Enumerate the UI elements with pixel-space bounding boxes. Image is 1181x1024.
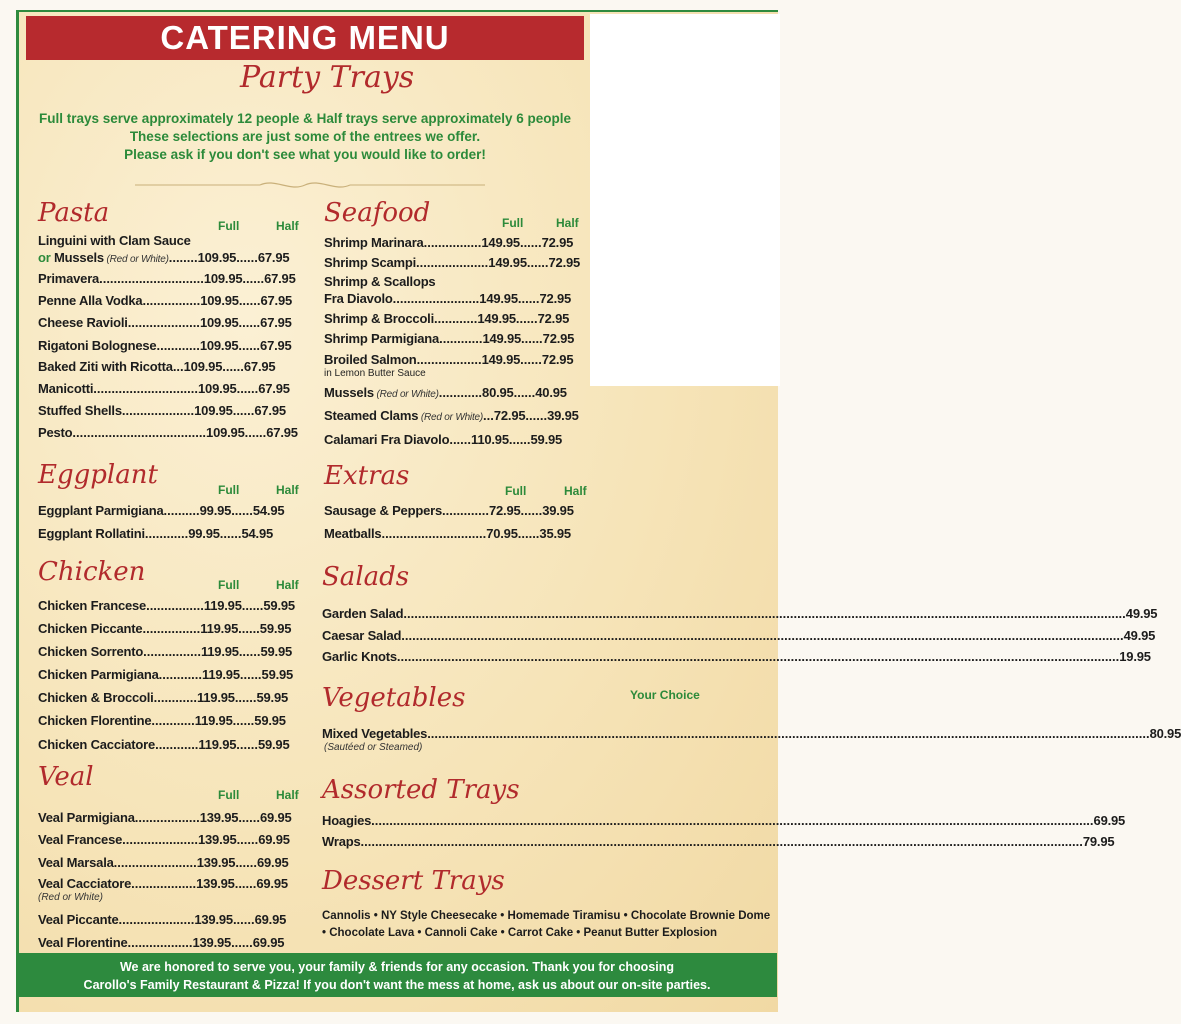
- leader-dots: ...: [172, 359, 184, 374]
- seafood-item: [324, 385, 586, 400]
- leader-dots: ..................: [131, 876, 197, 891]
- price-half: 72.95: [539, 291, 572, 306]
- item-name: Fra Diavolo: [324, 291, 393, 306]
- price-full: 109.95: [197, 250, 237, 265]
- eggplant-title: Eggplant: [38, 460, 158, 490]
- item-name: Mussels: [54, 250, 104, 265]
- veal-item: [38, 912, 306, 927]
- price-full: 119.95: [194, 713, 233, 728]
- leader-dots: ......: [219, 526, 242, 541]
- leader-dots: ......: [238, 810, 260, 825]
- leader-dots: ......: [234, 690, 257, 705]
- price-full: 109.95: [183, 359, 223, 374]
- item-name: Veal Parmigiana: [38, 810, 135, 825]
- item-name: Shrimp & Broccoli: [324, 311, 435, 326]
- leader-dots: ........................: [392, 291, 480, 306]
- leader-dots: ......: [232, 713, 255, 728]
- price-half: 69.95: [258, 832, 290, 847]
- price-half: 39.95: [547, 408, 579, 423]
- price-half: 72.95: [542, 331, 575, 346]
- price-full: 149.95: [488, 255, 527, 270]
- price-half: 40.95: [535, 385, 567, 400]
- leader-dots: ..................: [416, 352, 482, 367]
- leader-dots: ............: [153, 690, 197, 705]
- salads-item: [322, 649, 1151, 664]
- page-title: CATERING MENU: [26, 16, 584, 60]
- footer-line-1: We are honored to serve you, your family & friends for any occasion. Thank you for choosing: [119, 960, 675, 974]
- leader-dots: ..................: [134, 810, 200, 825]
- leader-dots: ......: [242, 271, 265, 286]
- leader-dots: ................: [142, 293, 201, 308]
- subtitle: Party Trays: [240, 60, 415, 95]
- item-name: Shrimp Marinara: [324, 235, 424, 250]
- dessert-list-line-1: Cannolis • NY Style Cheesecake • Homemade Tiramisu • Chocolate Brownie Dome: [322, 910, 771, 922]
- leader-dots: ......: [231, 503, 253, 518]
- price-half: 54.95: [252, 503, 285, 518]
- price-full: 139.95: [196, 855, 236, 870]
- item-prefix: or: [38, 250, 55, 265]
- assorted-title: Assorted Trays: [322, 775, 520, 805]
- leader-dots: ......: [508, 432, 531, 447]
- item-name: Stuffed Shells: [38, 403, 122, 418]
- veal-title: Veal: [38, 762, 94, 792]
- extras-item: [324, 526, 590, 541]
- item-name: Shrimp Parmigiana: [324, 331, 440, 346]
- seafood-title: Seafood: [324, 198, 431, 228]
- chicken-item: [38, 713, 306, 728]
- leader-dots: ..........: [163, 503, 200, 518]
- leader-dots: ................: [423, 235, 482, 250]
- veal-item: [38, 832, 306, 847]
- price-half: 69.95: [252, 935, 285, 950]
- price-half: 67.95: [260, 338, 292, 353]
- extras-full-header: Full: [505, 484, 527, 498]
- price-half: 72.95: [548, 255, 581, 270]
- leader-dots: ......: [241, 598, 264, 613]
- price-half: 72.95: [541, 235, 574, 250]
- blank-panel: [590, 14, 780, 386]
- price-half: 59.95: [263, 598, 295, 613]
- leader-dots: ........................................................................................................................................................................................................: [371, 813, 1094, 828]
- leader-dots: ........................................................................................................................................................................................................: [360, 834, 1083, 849]
- price-half: 67.95: [258, 381, 290, 396]
- leader-dots: ......: [519, 235, 542, 250]
- price-full: 109.95: [198, 381, 237, 396]
- leader-dots: .............: [442, 503, 489, 518]
- extras-title: Extras: [324, 461, 410, 491]
- seafood-half-header: Half: [556, 216, 579, 230]
- item-name: Veal Cacciatore: [38, 876, 132, 891]
- item-name: Linguini with Clam Sauce: [38, 233, 191, 248]
- price-half: 39.95: [542, 503, 574, 518]
- item-name: Wraps: [322, 834, 361, 849]
- leader-dots: ......: [515, 311, 538, 326]
- veal-item: [38, 935, 306, 950]
- vegetables-title: Vegetables: [322, 683, 466, 713]
- veal-item: [38, 855, 306, 870]
- leader-dots: ......: [526, 255, 549, 270]
- item-name: Garden Salad: [322, 606, 404, 621]
- pasta-full-header: Full: [218, 219, 240, 233]
- chicken-item: [38, 690, 306, 705]
- leader-dots: .............................: [99, 271, 204, 286]
- price-full: 139.95: [199, 810, 239, 825]
- price-half: 59.95: [256, 690, 289, 705]
- item-name: Eggplant Parmigiana: [38, 503, 164, 518]
- price-full: 139.95: [194, 912, 233, 927]
- item-name: Veal Piccante: [38, 912, 119, 927]
- leader-dots: .............................: [93, 381, 199, 396]
- price-full: 119.95: [196, 690, 235, 705]
- ornament-divider: [135, 180, 485, 190]
- leader-dots: ..................: [127, 935, 193, 950]
- price-full: 119.95: [200, 644, 239, 659]
- item-name: Veal Marsala: [38, 855, 114, 870]
- price-half: 69.95: [256, 855, 289, 870]
- item-name: Chicken Cacciatore: [38, 737, 156, 752]
- price-half: 59.95: [530, 432, 563, 447]
- leader-dots: ................: [146, 598, 204, 613]
- leader-dots: ......: [238, 338, 261, 353]
- pasta-item: [38, 403, 306, 418]
- leader-dots: ................: [142, 621, 201, 636]
- pasta-item: [38, 293, 306, 308]
- chicken-half-header: Half: [276, 578, 299, 592]
- price-full: 99.95: [188, 526, 220, 541]
- leader-dots: ......: [238, 644, 261, 659]
- leader-dots: ............: [439, 331, 483, 346]
- seafood-item: [324, 331, 586, 346]
- leader-dots: ......: [517, 291, 540, 306]
- price-half: 59.95: [260, 644, 293, 659]
- price-half: 35.95: [539, 526, 571, 541]
- leader-dots: ......: [520, 503, 543, 518]
- item-name: Mussels: [324, 385, 374, 400]
- price-full: 72.95: [493, 408, 526, 423]
- leader-dots: ......: [239, 667, 262, 682]
- price-full: 139.95: [198, 832, 237, 847]
- price-full: 139.95: [192, 935, 232, 950]
- leader-dots: ......: [513, 385, 536, 400]
- seafood-item: [324, 291, 586, 306]
- item-name: Rigatoni Bolognese: [38, 338, 157, 353]
- seafood-item: [324, 408, 586, 423]
- seafood-item: [324, 235, 586, 250]
- extras-item: [324, 503, 590, 518]
- price-half: 67.95: [260, 315, 292, 330]
- item-name: Eggplant Rollatini: [38, 526, 145, 541]
- leader-dots: ......: [232, 912, 255, 927]
- item-name: Garlic Knots: [322, 649, 397, 664]
- price-full: 109.95: [200, 293, 239, 308]
- item-price: 49.95: [1123, 628, 1156, 643]
- leader-dots: ......: [520, 352, 542, 367]
- pasta-item: [38, 250, 306, 265]
- leader-dots: ............: [155, 737, 199, 752]
- leader-dots: ........................................................................................................................................................................................................: [401, 628, 1124, 643]
- price-half: 69.95: [254, 912, 287, 927]
- leader-dots: ............: [438, 385, 483, 400]
- pasta-item: [38, 381, 306, 396]
- leader-dots: ......: [525, 408, 548, 423]
- price-full: 110.95: [471, 432, 509, 447]
- item-name: Chicken & Broccoli: [38, 690, 154, 705]
- leader-dots: ......: [236, 737, 258, 752]
- leader-dots: ......: [234, 876, 257, 891]
- price-full: 109.95: [203, 271, 243, 286]
- price-half: 69.95: [259, 810, 292, 825]
- chicken-full-header: Full: [218, 578, 240, 592]
- pasta-title: Pasta: [38, 198, 110, 228]
- pasta-item: [38, 338, 306, 353]
- price-half: 67.95: [266, 425, 298, 440]
- price-full: 109.95: [199, 338, 239, 353]
- pasta-half-header: Half: [276, 219, 299, 233]
- price-half: 54.95: [241, 526, 274, 541]
- price-half: 59.95: [254, 713, 286, 728]
- price-full: 72.95: [488, 503, 521, 518]
- salads-title: Salads: [322, 562, 410, 592]
- item-name: Manicotti: [38, 381, 94, 396]
- leader-dots: ......: [238, 621, 260, 636]
- leader-dots: ......: [231, 935, 253, 950]
- pasta-item: [38, 425, 306, 440]
- price-full: 119.95: [202, 667, 240, 682]
- price-full: 149.95: [481, 352, 521, 367]
- leader-dots: .............................: [381, 526, 487, 541]
- chicken-item: [38, 598, 306, 613]
- intro-line-2: These selections are just some of the entrees we offer.: [129, 129, 481, 144]
- leader-dots: ....................: [127, 315, 200, 330]
- salads-item: [322, 606, 1158, 621]
- dessert-list-line-2: • Chocolate Lava • Cannoli Cake • Carrot Cake • Peanut Butter Explosion: [322, 927, 718, 939]
- leader-dots: ............: [434, 311, 478, 326]
- price-full: 70.95: [486, 526, 518, 541]
- price-full: 149.95: [481, 235, 520, 250]
- leader-dots: ......: [232, 403, 255, 418]
- seafood-full-header: Full: [502, 216, 524, 230]
- price-full: 99.95: [199, 503, 232, 518]
- dessert-title: Dessert Trays: [322, 866, 505, 896]
- leader-dots: ........................................................................................................................................................................................................: [403, 606, 1126, 621]
- item-name: Broiled Salmon: [324, 352, 417, 367]
- item-price: 69.95: [1093, 813, 1126, 828]
- leader-dots: ......: [235, 855, 257, 870]
- leader-dots: ......: [517, 526, 540, 541]
- item-price: 19.95: [1119, 649, 1151, 664]
- leader-dots: ......: [236, 250, 258, 265]
- seafood-item: [324, 274, 586, 289]
- price-half: 67.95: [264, 271, 296, 286]
- seafood-item: [324, 352, 586, 367]
- item-name: Meatballs: [324, 526, 382, 541]
- leader-dots: .....................: [118, 912, 195, 927]
- price-full: 80.95: [482, 385, 514, 400]
- veal-full-header: Full: [218, 788, 240, 802]
- eggplant-full-header: Full: [218, 483, 240, 497]
- leader-dots: ............: [158, 667, 203, 682]
- footer-banner: [17, 953, 777, 997]
- price-half: 67.95: [257, 250, 290, 265]
- price-full: 119.95: [198, 737, 237, 752]
- price-full: 109.95: [199, 315, 239, 330]
- price-half: 67.95: [243, 359, 276, 374]
- salads-item: [322, 628, 1156, 643]
- eggplant-item: [38, 526, 306, 541]
- item-name: Pesto: [38, 425, 73, 440]
- price-full: 149.95: [479, 291, 518, 306]
- chicken-item: [38, 737, 306, 752]
- leader-dots: ........................................................................................................................................................................................................: [396, 649, 1120, 664]
- leader-dots: ......: [521, 331, 543, 346]
- intro-line-1: Full trays serve approximately 12 people & Half trays serve approximately 6 people: [39, 111, 571, 126]
- pasta-item: [38, 359, 306, 374]
- price-full: 149.95: [482, 331, 521, 346]
- seafood-item: [324, 432, 586, 447]
- eggplant-item: [38, 503, 306, 518]
- leader-dots: ......: [449, 432, 471, 447]
- leader-dots: ............: [156, 338, 200, 353]
- leader-dots: ................: [143, 644, 201, 659]
- item-name: Veal Florentine: [38, 935, 128, 950]
- leader-dots: .....................: [122, 832, 198, 847]
- vegetables-item: [322, 726, 1181, 741]
- intro-line-3: Please ask if you don't see what you would like to order!: [124, 147, 486, 162]
- footer-line-2: Carollo's Family Restaurant & Pizza! If you don't want the mess at home, ask us about our on-site parties.: [83, 978, 711, 992]
- leader-dots: ...: [483, 408, 494, 423]
- chicken-item: [38, 621, 306, 636]
- item-name: Chicken Francese: [38, 598, 147, 613]
- price-full: 149.95: [477, 311, 516, 326]
- price-full: 109.95: [194, 403, 233, 418]
- price-half: 72.95: [541, 352, 574, 367]
- price-half: 59.95: [257, 737, 290, 752]
- item-price: 49.95: [1125, 606, 1158, 621]
- veal-item-sub: (Red or White): [38, 892, 104, 903]
- leader-dots: ......: [236, 381, 259, 396]
- price-full: 139.95: [196, 876, 235, 891]
- price-full: 109.95: [206, 425, 245, 440]
- assorted-item: [322, 813, 1126, 828]
- price-half: 59.95: [259, 621, 292, 636]
- item-note: (Red or White): [103, 254, 169, 265]
- seafood-item: [324, 255, 586, 270]
- item-name: Baked Ziti with Ricotta: [38, 359, 173, 374]
- leader-dots: .......................: [113, 855, 197, 870]
- price-half: 59.95: [261, 667, 294, 682]
- item-name: Chicken Parmigiana: [38, 667, 159, 682]
- leader-dots: ......: [222, 359, 244, 374]
- leader-dots: ......: [238, 293, 261, 308]
- price-half: 67.95: [254, 403, 286, 418]
- item-name: Steamed Clams: [324, 408, 419, 423]
- veal-item: [38, 810, 306, 825]
- item-name: Mixed Vegetables: [322, 726, 428, 741]
- item-name: Cheese Ravioli: [38, 315, 128, 330]
- leader-dots: ........................................................................................................................................................................................................: [427, 726, 1150, 741]
- item-name: Chicken Sorrento: [38, 644, 144, 659]
- leader-dots: ............: [144, 526, 189, 541]
- item-name: Chicken Florentine: [38, 713, 152, 728]
- price-half: 72.95: [537, 311, 570, 326]
- leader-dots: ......: [244, 425, 267, 440]
- item-name: Chicken Piccante: [38, 621, 143, 636]
- price-half: 67.95: [260, 293, 293, 308]
- item-name: Calamari Fra Diavolo: [324, 432, 450, 447]
- pasta-item: [38, 233, 306, 248]
- vegetables-item-sub: (Sautéed or Steamed): [324, 742, 423, 753]
- item-price: 79.95: [1082, 834, 1115, 849]
- item-name: Hoagies: [322, 813, 372, 828]
- pasta-item: [38, 271, 306, 286]
- veal-item: [38, 876, 306, 891]
- chicken-title: Chicken: [38, 557, 146, 587]
- extras-half-header: Half: [564, 484, 587, 498]
- leader-dots: ....................: [121, 403, 195, 418]
- item-note: (Red or White): [418, 412, 484, 423]
- price-full: 119.95: [203, 598, 242, 613]
- assorted-item: [322, 834, 1115, 849]
- leader-dots: ....................: [416, 255, 489, 270]
- chicken-item: [38, 644, 306, 659]
- your-choice-label: Your Choice: [630, 688, 700, 702]
- item-price: 80.95: [1149, 726, 1181, 741]
- seafood-item: [324, 311, 586, 326]
- leader-dots: .....................................: [72, 425, 207, 440]
- leader-dots: ............: [151, 713, 195, 728]
- pasta-item: [38, 315, 306, 330]
- chicken-item: [38, 667, 306, 682]
- leader-dots: ......: [236, 832, 259, 847]
- item-name: Caesar Salad: [322, 628, 402, 643]
- eggplant-half-header: Half: [276, 483, 299, 497]
- veal-half-header: Half: [276, 788, 299, 802]
- item-name: Shrimp Scampi: [324, 255, 417, 270]
- leader-dots: ......: [238, 315, 261, 330]
- item-name: Sausage & Peppers: [324, 503, 442, 518]
- item-name: Penne Alla Vodka: [38, 293, 143, 308]
- leader-dots: ........: [168, 250, 198, 265]
- item-name: Shrimp & Scallops: [324, 274, 436, 289]
- item-name: Veal Francese: [38, 832, 123, 847]
- seafood-item-sub: in Lemon Butter Sauce: [324, 368, 426, 379]
- item-name: Primavera: [38, 271, 100, 286]
- price-half: 69.95: [256, 876, 288, 891]
- item-note: (Red or White): [373, 389, 439, 400]
- price-full: 119.95: [200, 621, 239, 636]
